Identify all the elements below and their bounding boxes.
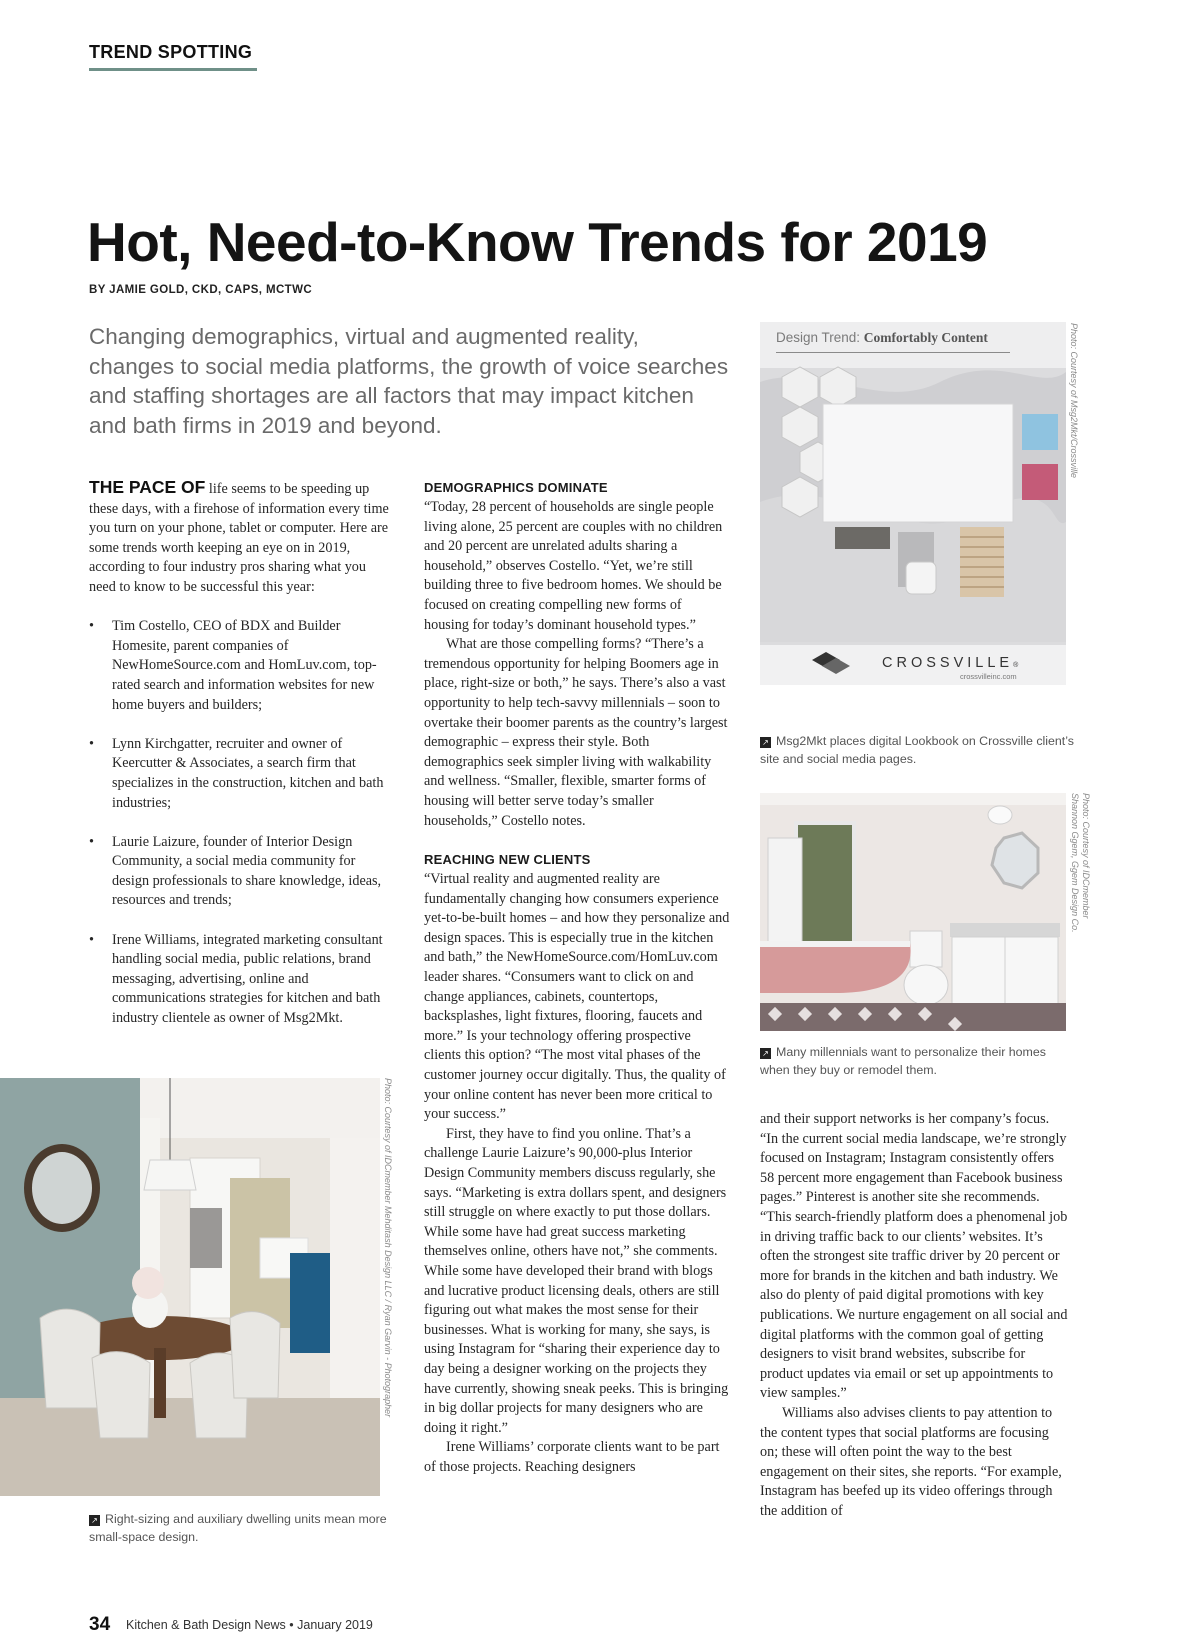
banner-underline [776,352,1010,353]
deck: Changing demographics, virtual and augmented reality, changes to social media platforms, the growth of voice searches and staffing shortages are all factors that may impact kitchen and bath firms in 2019 and beyond. [89,324,729,438]
intro-lead: THE PACE OF [89,477,206,497]
column-1 [89,478,394,1029]
list-item-text: Tim Costello, CEO of BDX and Builder Homesite, parent companies of NewHomeSource.com and HomLuv.com, top-rated search and information websites for new home buyers and builders; [112,618,377,713]
bullet-glyph: • [89,833,94,850]
list-item [89,617,394,715]
banner-prefix: Design Trend: [776,330,864,345]
list-item [89,735,394,813]
paragraph: “Today, 28 percent of households are single people living alone, 25 percent are couples with no children and 20 percent are unrelated adults sharing a household,” observes Costello. “Yet, we’re still building three to five bedroom homes. We should be focused on creating compelling new forms of housing for today’s dominant household types.” [424,499,723,633]
crossville-url: crossvilleinc.com [960,672,1017,681]
photo-credit: Photo: Courtesy of IDCmember Shannon Ggem, Ggem Design Co. [1070,793,1091,933]
dining-room-illustration [0,1078,380,1496]
photo-credit: Photo: Courtesy of Msg2Mkt/Crossville [1069,323,1079,479]
bullet-glyph: • [89,618,94,635]
image-caption: ↗ Right-sizing and auxiliary dwelling units mean more small-space design. [89,1512,387,1544]
column-3 [760,1110,1068,1521]
arrow-icon: ↗ [89,1515,100,1526]
paragraph: What are those compelling forms? “There’s a tremendous opportunity for helping Boomers age in place, right-size or both,” he says. There’s also a vast opportunity to help tech-savvy millennials – soon to overtake their boomer parents as the country’s largest demographic – express their style. Both demographics seek simpler living with walkability and wellness. “Smaller, flexible, smarter forms of housing will better serve today’s smaller households,” Costello notes. [424,636,728,829]
bullet-glyph: • [89,931,94,948]
crossville-logo: CROSSVILLE® [882,655,1019,671]
section-tag: TREND SPOTTING [89,42,253,62]
list-item-text: Irene Williams, integrated marketing consultant handling social media, public relations, brand messaging, advertising, online and communications strategies for kitchen and bath industry clientele as owner of Msg2Mkt. [112,931,383,1027]
design-trend-banner [776,330,988,346]
list-item-text: Lynn Kirchgatter, recruiter and owner of Keercutter & Associates, a search firm that specializes in the construction, kitchen and bath industries; [112,735,384,811]
section-rule [89,68,257,71]
list-item [89,931,394,1029]
arrow-icon: ↗ [760,737,771,748]
intro-text: life seems to be speeding up these days, with a firehose of information every time you turn on your phone, tablet or computer. Here are some trends worth keeping an eye on in 2019, according to four industry pros sharing what you need to know to be successful this year: [89,481,389,595]
subhead-demographics: DEMOGRAPHICS DOMINATE [424,480,608,495]
paragraph: Irene Williams’ corporate clients want to be part of those projects. Reaching designers [424,1439,720,1475]
paragraph: and their support networks is her company’s focus. “In the current social media landscape, we’re strongly focused on Instagram; Instagram consistently offers 58 percent more engagement than Facebook business pages.” Pinterest is another site she recommends. “This search-friendly platform does a phenomenal job in driving traffic back to our clients’ websites. It’s often the strongest site traffic driver by 20 percent or more for brands in the kitchen and bath industry. We also do plenty of paid digital promotions with key publications. We nurture engagement on all social and digital platforms with the common goal of getting designers to visit brand websites, subscribe for product updates via email or set up appointments to view samples.” [760,1111,1068,1402]
crossville-lookbook-illustration [760,322,1066,685]
paragraph: “Virtual reality and augmented reality are fundamentally changing how consumers experience yet-to-be-built homes – and how they personalize and design spaces. This is especially true in the kitchen and bath,” the NewHomeSource.com/HomLuv.com leader shares. “Consumers want to click on and change appliances, cabinets, countertops, backsplashes, light fixtures, flooring, faucets and more.” Is your technology offering prospective clients this option? “The most vital phases of the customer journey occur digitally. Thus, the quality of your online content has never been more critical to your success.” [424,871,730,1123]
image-caption: ↗ Msg2Mkt places digital Lookbook on Crossville client’s site and social media pages. [760,734,1074,766]
column-2 [424,478,730,1478]
bullet-glyph: • [89,735,94,752]
subhead-reaching-clients: REACHING NEW CLIENTS [424,852,591,868]
bathroom-illustration [760,793,1066,1031]
crossville-lookbook-image [760,322,1066,685]
page-number: 34 [89,1614,111,1635]
bathroom-photo [760,793,1066,1031]
paragraph: Williams also advises clients to pay attention to the content types that social platforms are focusing on; these will often point the way to the best engagement on their sites, she reports. “For example, Instagram has beefed up its video offerings through the addition of [760,1404,1062,1519]
publication-footer: Kitchen & Bath Design News • January 2019 [126,1618,373,1632]
intro-paragraph [89,478,394,598]
headline: Hot, Need-to-Know Trends for 2019 [87,211,988,273]
image-caption: ↗ Many millennials want to personalize their homes when they buy or remodel them. [760,1045,1046,1077]
list-item-text: Laurie Laizure, founder of Interior Design Community, a social media community for design professionals to share knowledge, ideas, resources and trends; [112,833,382,909]
arrow-icon: ↗ [760,1048,771,1059]
photo-credit: Photo: Courtesy of IDCmember Mehditash Design LLC / Ryan Garvin - Photographer [383,1078,393,1418]
byline: BY JAMIE GOLD, CKD, CAPS, MCTWC [89,284,313,296]
banner-emphasis: Comfortably Content [863,330,988,345]
experts-list [89,617,394,1028]
paragraph: First, they have to find you online. That’s a challenge Laurie Laizure’s 90,000-plus Interior Design Community members discuss regularly, she says. “Marketing is extra dollars spent, and designers still struggle on where exactly to put those dollars. While some have had great success marketing themselves online, others have not,” she comments. While some have developed their brand with blogs and lucrative product licensing deals, others are still figuring out what makes the most sense for their businesses. What is working for many, she says, is using Instagram for “sharing their experience day to day being a designer working on the projects they have currently, showing sneak peeks. This is bringing in big dollar projects for many designers who are doing it right.” [424,1125,729,1436]
dining-room-photo [0,1078,380,1496]
list-item [89,833,394,911]
